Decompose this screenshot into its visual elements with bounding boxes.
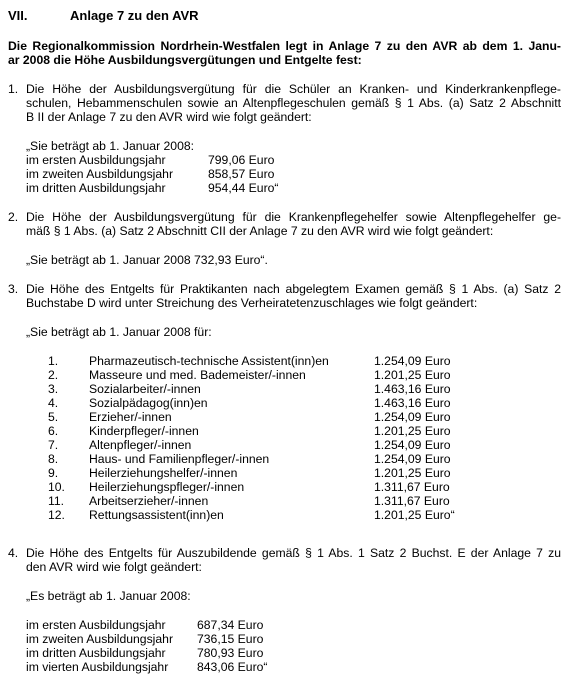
item-3-row-value: 1.254,09 Euro [374, 452, 451, 466]
item-4-row-label: im zweiten Ausbildungsjahr [26, 632, 174, 646]
item-2-line: mäß § 1 Abs. (a) Satz 2 Abschnitt CII der Anlage 7 zu den AVR wird wie folgt geändert: [26, 224, 494, 238]
item-4-row-value: 843,06 Euro“ [197, 660, 268, 674]
item-4-row-label: im dritten Ausbildungsjahr [26, 646, 166, 660]
item-3-row-number: 7. [48, 438, 59, 452]
item-4-number: 4. [8, 546, 19, 560]
item-1-quote-intro: „Sie beträgt ab 1. Januar 2008: [26, 139, 195, 153]
item-4-quote-intro: „Es beträgt ab 1. Januar 2008: [26, 589, 191, 603]
item-3-row-label: Kinderpfleger/-innen [89, 424, 199, 438]
item-4-row-value: 687,34 Euro [197, 618, 264, 632]
intro-line-2: ar 2008 die Höhe Ausbildungsvergütungen und Entgelte fest: [8, 53, 362, 67]
item-1-row-label: im ersten Ausbildungsjahr [26, 153, 166, 167]
item-1-row-label: im zweiten Ausbildungsjahr [26, 167, 174, 181]
item-3-row-value: 1.254,09 Euro [374, 438, 451, 452]
intro-line-1: Die Regionalkommission Nordrhein-Westfalen legt in Anlage 7 zu den AVR ab dem 1. Janu- [8, 39, 561, 53]
item-1-line: Die Höhe der Ausbildungsvergütung für die Schüler an Kranken- und Kinderkrankenpflege- [26, 82, 561, 96]
item-1-row-value: 799,06 Euro [208, 153, 275, 167]
item-4-row-value: 736,15 Euro [197, 632, 264, 646]
item-3-row-value: 1.254,09 Euro [374, 410, 451, 424]
item-1-row-value: 954,44 Euro“ [208, 181, 279, 195]
item-3-quote-intro: „Sie beträgt ab 1. Januar 2008 für: [26, 325, 212, 339]
item-1-line: B II der Anlage 7 zu den AVR wird wie folgt geändert: [26, 110, 312, 124]
item-3-row-value: 1.201,25 Euro [374, 368, 451, 382]
item-3-row-value: 1.201,25 Euro“ [374, 508, 455, 522]
item-3-number: 3. [8, 282, 19, 296]
item-3-row-number: 11. [48, 494, 65, 508]
item-2-number: 2. [8, 210, 19, 224]
item-3-row-label: Erzieher/-innen [89, 410, 172, 424]
item-3-line: Buchstabe D wird unter Streichung des Verheiratetenzuschlages wie folgt geändert: [26, 296, 478, 310]
item-3-row-label: Arbeitserzieher/-innen [89, 494, 209, 508]
item-3-row-number: 8. [48, 452, 59, 466]
item-3-row-number: 3. [48, 382, 59, 396]
item-4-row-label: im vierten Ausbildungsjahr [26, 660, 169, 674]
item-3-row-value: 1.463,16 Euro [374, 396, 451, 410]
item-3-row-number: 1. [48, 354, 59, 368]
item-3-row-number: 6. [48, 424, 59, 438]
item-3-row-number: 10. [48, 480, 65, 494]
item-3-row-value: 1.201,25 Euro [374, 424, 451, 438]
item-3-row-number: 5. [48, 410, 59, 424]
item-3-line: Die Höhe des Entgelts für Praktikanten nach abgelegtem Examen gemäß § 1 Abs. (a) Satz 2 [26, 282, 561, 296]
item-1-row-value: 858,57 Euro [208, 167, 275, 181]
item-4-line: Die Höhe des Entgelts für Auszubildende gemäß § 1 Abs. 1 Satz 2 Buchst. E der Anlage 7 zu [26, 546, 561, 560]
item-1-row-label: im dritten Ausbildungsjahr [26, 181, 166, 195]
item-3-row-label: Masseure und med. Bademeister/-innen [89, 368, 306, 382]
item-3-row-value: 1.311,67 Euro [374, 480, 450, 494]
item-3-row-value: 1.254,09 Euro [374, 354, 451, 368]
section-number: VII. [8, 8, 28, 23]
item-3-row-number: 9. [48, 466, 59, 480]
item-3-row-number: 2. [48, 368, 59, 382]
item-3-row-label: Haus- und Familienpfleger/-innen [89, 452, 270, 466]
item-3-row-value: 1.311,67 Euro [374, 494, 450, 508]
item-1-number: 1. [8, 82, 19, 96]
item-1-line: schulen, Hebammenschulen sowie an Altenpflegeschulen gemäß § 1 Abs. (a) Satz 2 Abschnitt [26, 96, 561, 110]
item-3-row-number: 12. [48, 508, 65, 522]
item-3-row-label: Altenpfleger/-innen [89, 438, 192, 452]
item-3-row-label: Rettungsassistent(inn)en [89, 508, 224, 522]
item-4-row-label: im ersten Ausbildungsjahr [26, 618, 166, 632]
item-4-row-value: 780,93 Euro [197, 646, 264, 660]
item-3-row-label: Sozialarbeiter/-innen [89, 382, 201, 396]
item-3-row-value: 1.201,25 Euro [374, 466, 451, 480]
item-3-row-label: Sozialpädagog(inn)en [89, 396, 208, 410]
item-3-row-label: Pharmazeutisch-technische Assistent(inn)en [89, 354, 329, 368]
section-title: Anlage 7 zu den AVR [70, 8, 199, 23]
item-4-line: den AVR wird wie folgt geändert: [26, 560, 202, 574]
item-2-line: Die Höhe der Ausbildungsvergütung für die Krankenpflegehelfer sowie Altenpflegehelfer ge- [26, 210, 561, 224]
item-3-row-value: 1.463,16 Euro [374, 382, 451, 396]
item-3-row-number: 4. [48, 396, 59, 410]
item-2-quote: „Sie beträgt ab 1. Januar 2008 732,93 Euro“. [26, 253, 268, 267]
item-3-row-label: Heilerziehungshelfer/-innen [89, 466, 238, 480]
item-3-row-label: Heilerziehungspfleger/-innen [89, 480, 245, 494]
